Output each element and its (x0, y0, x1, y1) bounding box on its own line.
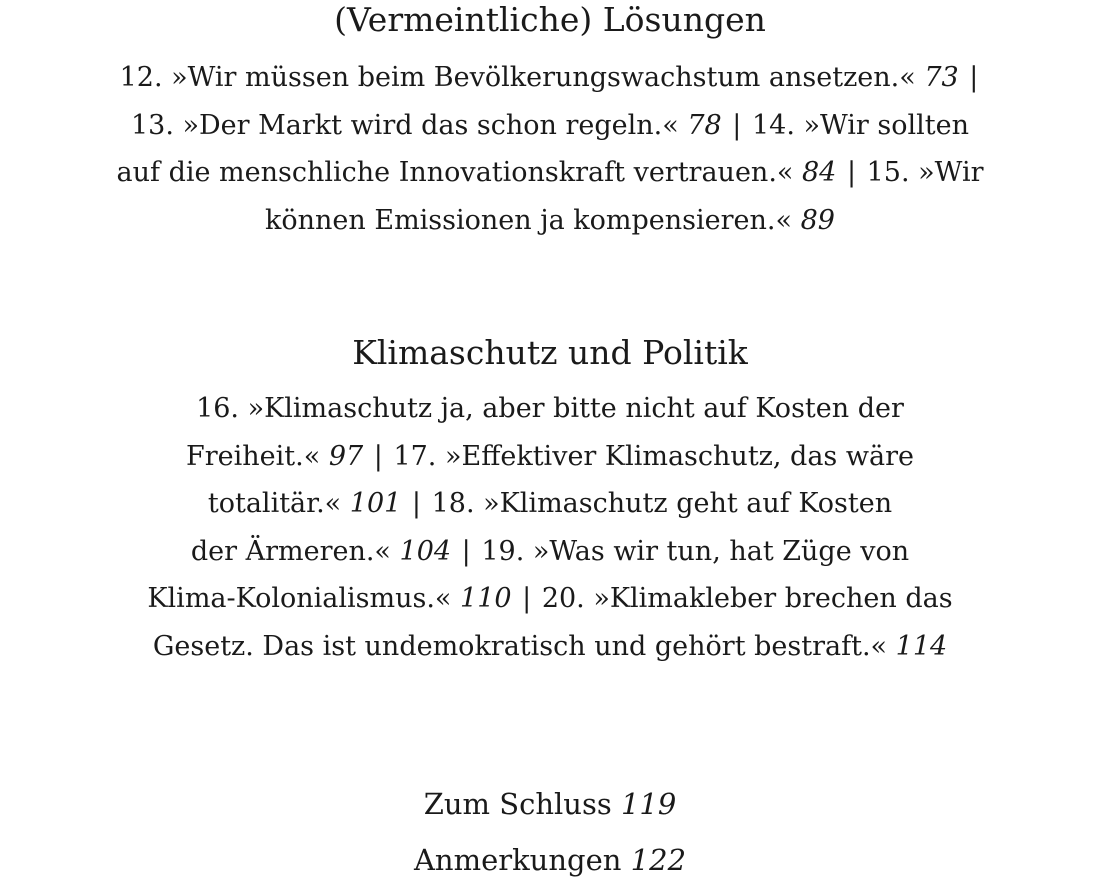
toc-entry-text[interactable]: der Ärmeren.« (190, 535, 400, 567)
page-number: 104 (399, 535, 452, 567)
toc-entry-label: Anmerkungen (413, 843, 622, 877)
toc-line (0, 528, 1100, 576)
entry-separator: | (723, 109, 750, 141)
page-number: 119 (620, 787, 677, 821)
toc-section-vermeintliche-loesungen (0, 0, 1100, 244)
page-number: 73 (924, 62, 959, 93)
toc-line (0, 480, 1100, 528)
toc-entry-label: Zum Schluss (423, 787, 612, 821)
section-heading: (Vermeintliche) Lösungen (334, 0, 766, 39)
entry-separator: | (365, 440, 392, 472)
entry-separator: | (403, 488, 430, 519)
page-number: 110 (460, 583, 512, 614)
section-entries (0, 54, 1100, 244)
toc-entry-text[interactable]: totalitär.« (207, 488, 350, 519)
toc-line (0, 149, 1100, 197)
toc-line (0, 197, 1100, 245)
toc-line (0, 575, 1100, 623)
toc-entry-text[interactable]: auf die menschliche Innovationskraft vertrauen.« (116, 157, 802, 188)
page-number: 114 (895, 630, 948, 662)
toc-entry-text[interactable]: 12. »Wir müssen beim Bevölkerungswachstum ansetzen.« (119, 62, 925, 93)
toc-entry-text[interactable]: 18. »Klimaschutz geht auf Kosten (431, 488, 893, 519)
toc-entry-text[interactable]: können Emissionen ja kompensieren.« (265, 204, 801, 236)
page-number: 101 (349, 488, 402, 519)
toc-entry-text[interactable]: 13. »Der Markt wird das schon regeln.« (130, 109, 688, 141)
toc-line (0, 623, 1100, 671)
toc-entry-text[interactable]: 14. »Wir sollten (751, 109, 970, 141)
page-number: 122 (630, 843, 687, 877)
toc-entry-text[interactable]: Freiheit.« (186, 440, 329, 472)
entry-separator: | (960, 62, 979, 93)
toc-line (0, 385, 1100, 433)
toc-entry-text[interactable]: 16. »Klimaschutz ja, aber bitte nicht auf Kosten der (196, 393, 904, 424)
toc-entry-text[interactable]: Klima-Kolonialismus.« (147, 583, 461, 614)
entry-separator: | (838, 157, 865, 188)
toc-line (0, 102, 1100, 150)
toc-line (0, 433, 1100, 481)
page-number: 89 (800, 204, 835, 236)
toc-entry-anmerkungen[interactable] (0, 840, 1100, 880)
page-number: 78 (687, 109, 722, 141)
toc-entry-text[interactable]: 15. »Wir (866, 157, 984, 188)
toc-entry-text[interactable]: Gesetz. Das ist undemokratisch und gehört bestraft.« (152, 630, 896, 662)
section-heading: Klimaschutz und Politik (352, 333, 748, 372)
toc-section-klimaschutz-und-politik (0, 333, 1100, 670)
toc-entry-text[interactable]: 19. »Was wir tun, hat Züge von (481, 535, 910, 567)
toc-entry-text[interactable]: 20. »Klimakleber brechen das (541, 583, 953, 614)
section-entries (0, 385, 1100, 670)
toc-entry-text[interactable]: 17. »Effektiver Klimaschutz, das wäre (393, 440, 914, 472)
page-number: 84 (802, 157, 837, 188)
toc-line (0, 54, 1100, 102)
toc-entry-zum-schluss[interactable] (0, 784, 1100, 824)
entry-separator: | (513, 583, 540, 614)
page-number: 97 (328, 440, 364, 472)
entry-separator: | (453, 535, 480, 567)
